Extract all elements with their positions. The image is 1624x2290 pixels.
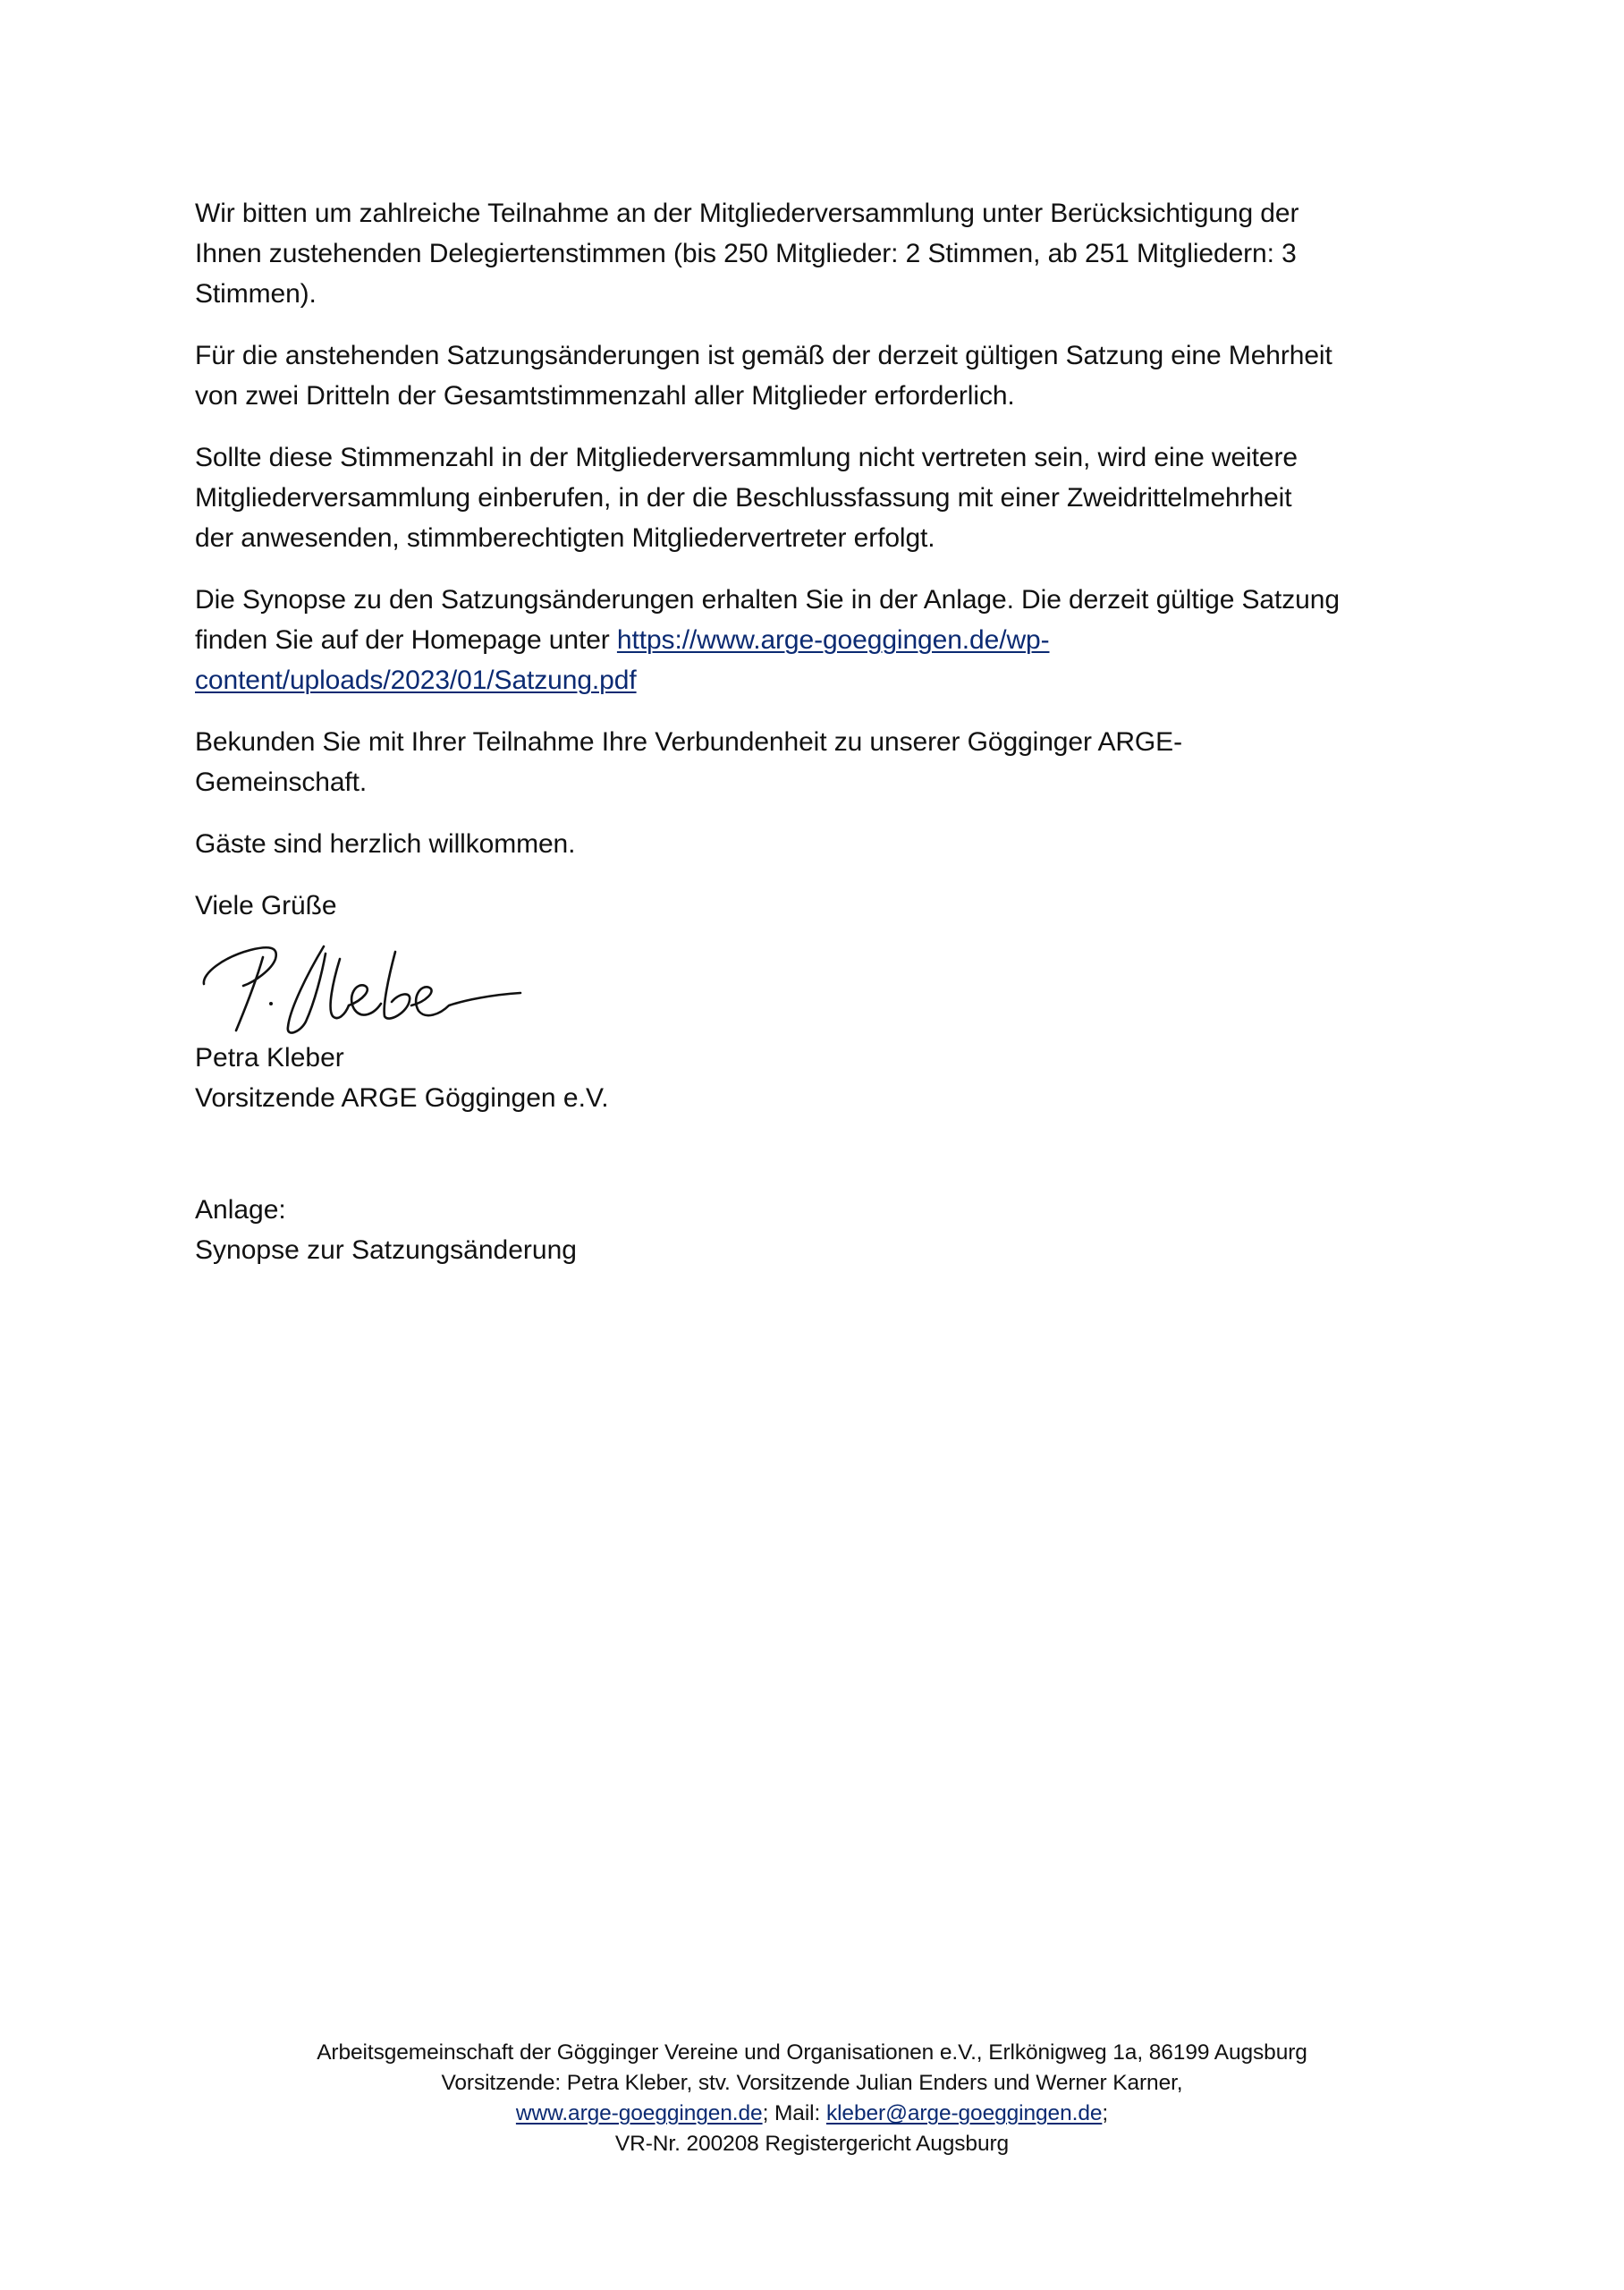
paragraph-guests	[195, 824, 1447, 864]
text-line	[195, 620, 1447, 660]
statute-pdf-link-continued[interactable]: content/uploads/2023/01/Satzung.pdf	[195, 666, 637, 695]
closing-greeting	[195, 886, 1447, 926]
paragraph-synopsis	[195, 580, 1447, 700]
signature-stroke	[411, 987, 520, 1015]
signature-stroke	[204, 947, 276, 986]
text-line: Wir bitten um zahlreiche Teilnahme an der Mitgliederversammlung unter Berücksichtigung der	[195, 199, 1299, 228]
signature-stroke	[349, 985, 381, 1014]
text-line: Stimmen).	[195, 279, 317, 309]
text-line: Mitgliederversammlung einberufen, in der die Beschlussfassung mit einer Zweidrittelmehrheit	[195, 483, 1292, 513]
paragraph-second-meeting	[195, 437, 1447, 558]
website-link[interactable]: www.arge-goeggingen.de	[515, 2101, 763, 2125]
text-line	[195, 660, 1447, 700]
paragraph-community	[195, 722, 1447, 802]
footer-organization: Arbeitsgemeinschaft der Gögginger Vereine und Organisationen e.V., Erlkönigweg 1a, 86199 Augsburg	[317, 2040, 1307, 2065]
signer-name: Petra Kleber	[195, 1043, 344, 1073]
text-line: Viele Grüße	[195, 891, 337, 920]
text-line: Bekunden Sie mit Ihrer Teilnahme Ihre Verbundenheit zu unserer Gögginger ARGE-	[195, 727, 1182, 757]
paragraph-participation	[195, 193, 1447, 314]
text-line: Gemeinschaft.	[195, 768, 368, 797]
attachment-label: Anlage:	[195, 1195, 286, 1225]
statute-pdf-link[interactable]: https://www.arge-goeggingen.de/wp-	[616, 625, 1050, 655]
signer-block	[195, 1038, 609, 1118]
footer-separator: ;	[1102, 2101, 1109, 2125]
signer-title: Vorsitzende ARGE Göggingen e.V.	[195, 1083, 609, 1113]
footer-board: Vorsitzende: Petra Kleber, stv. Vorsitzende Julian Enders und Werner Karner,	[441, 2071, 1183, 2095]
paragraph-majority	[195, 335, 1447, 416]
text-line: Gäste sind herzlich willkommen.	[195, 829, 576, 859]
signature-stroke	[385, 952, 410, 1019]
attachment-item: Synopse zur Satzungsänderung	[195, 1235, 577, 1265]
signature-stroke	[331, 959, 349, 1018]
signature-icon	[197, 937, 537, 1045]
text-line: Für die anstehenden Satzungsänderungen ist gemäß der derzeit gültigen Satzung eine Mehrheit	[195, 341, 1332, 370]
text-line: Sollte diese Stimmenzahl in der Mitgliederversammlung nicht vertreten sein, wird eine weitere	[195, 443, 1298, 472]
footer-contact	[0, 2099, 1624, 2129]
signature-stroke	[236, 957, 263, 1030]
email-link[interactable]: kleber@arge-goeggingen.de	[825, 2101, 1103, 2125]
attachment-block	[195, 1190, 577, 1270]
text-line: Die Synopse zu den Satzungsänderungen erhalten Sie in der Anlage. Die derzeit gültige Satzung	[195, 585, 1340, 615]
text-line: Ihnen zustehenden Delegiertenstimmen (bis 250 Mitglieder: 2 Stimmen, ab 251 Mitgliedern: 3	[195, 239, 1297, 268]
letter-body	[195, 193, 1447, 947]
text-line: der anwesenden, stimmberechtigten Mitgliedervertreter erfolgt.	[195, 523, 935, 553]
text-line: von zwei Dritteln der Gesamtstimmenzahl aller Mitglieder erforderlich.	[195, 381, 1015, 411]
signature-stroke	[288, 946, 326, 1033]
footer-registry: VR-Nr. 200208 Registergericht Augsburg	[614, 2132, 1010, 2156]
mail-label: ; Mail:	[762, 2101, 826, 2125]
text-fragment: finden Sie auf der Homepage unter	[195, 625, 617, 655]
letter-footer	[0, 2038, 1624, 2159]
signature-stroke	[269, 1002, 273, 1005]
